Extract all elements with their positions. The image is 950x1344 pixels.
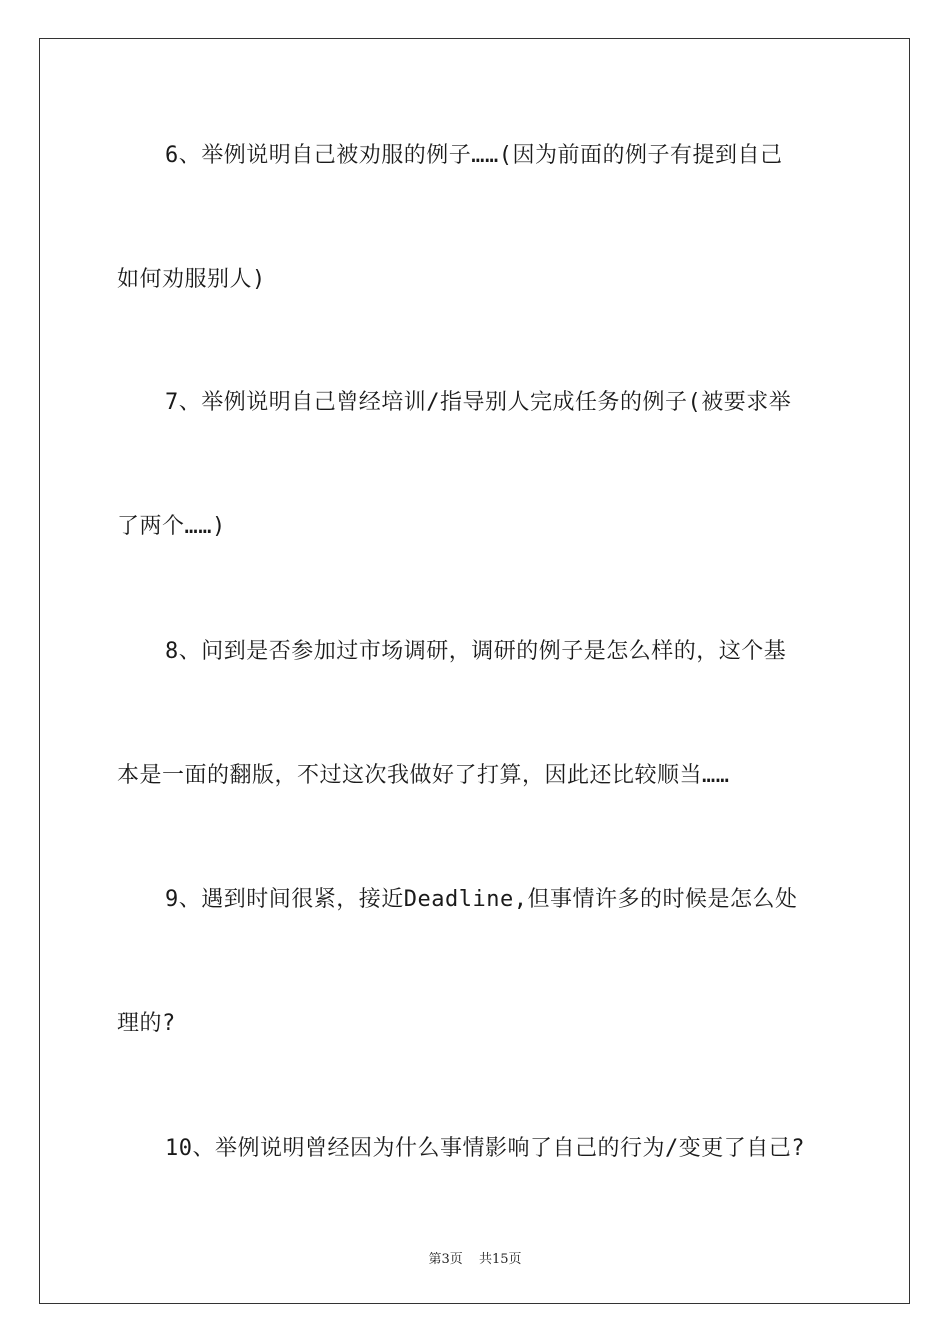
page-total: 共15页 bbox=[478, 1252, 522, 1267]
paragraph-line: 8、问到是否参加过市场调研，调研的例子是怎么样的，这个基 bbox=[165, 639, 787, 664]
page-number: 第3页 bbox=[428, 1252, 463, 1267]
paragraph-line: 本是一面的翻版，不过这次我做好了打算，因此还比较顺当…… bbox=[117, 763, 730, 788]
paragraph-line: 了两个……) bbox=[117, 514, 226, 539]
page-footer bbox=[0, 1248, 950, 1267]
paragraph-line: 10、举例说明曾经因为什么事情影响了自己的行为/变更了自己? bbox=[165, 1136, 805, 1161]
paragraph-line: 如何劝服别人) bbox=[117, 267, 266, 292]
paragraph-line: 6、举例说明自己被劝服的例子……(因为前面的例子有提到自己 bbox=[165, 143, 783, 168]
paragraph-line: 7、举例说明自己曾经培训/指导别人完成任务的例子(被要求举 bbox=[165, 390, 792, 415]
paragraph-line: 9、遇到时间很紧，接近Deadline,但事情许多的时候是怎么处 bbox=[165, 887, 798, 912]
paragraph-line: 理的? bbox=[117, 1011, 176, 1036]
page-border bbox=[39, 38, 910, 1304]
